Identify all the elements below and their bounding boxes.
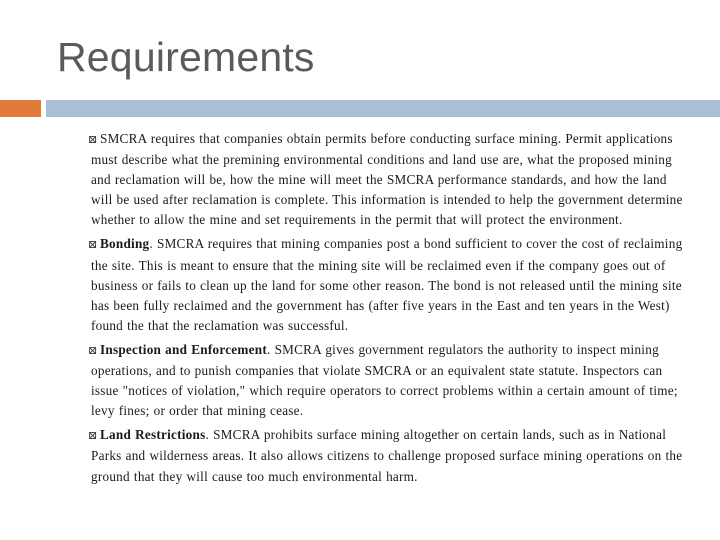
bullet-permits xyxy=(88,129,686,230)
circle-x-bullet-icon: ⊠ xyxy=(88,239,98,252)
bullet-list xyxy=(88,129,686,491)
accent-bar-blue xyxy=(46,100,720,117)
bullet-lead: Inspection and Enforcement xyxy=(100,341,267,357)
bullet-land-restrictions xyxy=(88,425,686,486)
accent-bar-orange xyxy=(0,100,41,117)
bullet-text: SMCRA requires that companies obtain permits before conducting surface mining. Permit applications must describe what the premining environmental conditions and land use are, what the proposed mining and reclamation will be, how the mine will meet the SMCRA performance standards, and how the land will be used after reclamation is complete. This information is intended to help the government determine whether to allow the mine and set requirements in the permit that will protect the environment. xyxy=(91,131,683,228)
bullet-inspection xyxy=(88,340,686,421)
bullet-lead: Land Restrictions xyxy=(100,427,206,443)
slide-title: Requirements xyxy=(57,34,315,80)
bullet-text: . SMCRA requires that mining companies post a bond sufficient to cover the cost of reclaiming the site. This is meant to ensure that the mining site will be reclaimed even if the company goes out of business or fails to clean up the land for some other reason. The bond is not released until the mining site has been fully reclaimed and the government has (after five years in the East and ten years in the West) found the that the reclamation was successful. xyxy=(91,236,683,333)
circle-x-bullet-icon: ⊠ xyxy=(88,430,98,443)
bullet-text: . SMCRA prohibits surface mining altogether on certain lands, such as in National Parks and wilderness areas. It also allows citizens to challenge proposed surface mining operations on the ground that they will cause too much environmental harm. xyxy=(91,427,683,484)
bullet-text: . SMCRA gives government regulators the authority to inspect mining operations, and to punish companies that violate SMCRA or an equivalent state statute. Inspectors can issue "notices of violation," which require operators to correct problems within a certain amount of time; levy fines; or order that mining cease. xyxy=(91,341,678,419)
circle-x-bullet-icon: ⊠ xyxy=(88,134,98,146)
bullet-bonding xyxy=(88,234,686,335)
bullet-lead: Bonding xyxy=(100,236,150,252)
circle-x-bullet-icon: ⊠ xyxy=(88,344,98,357)
